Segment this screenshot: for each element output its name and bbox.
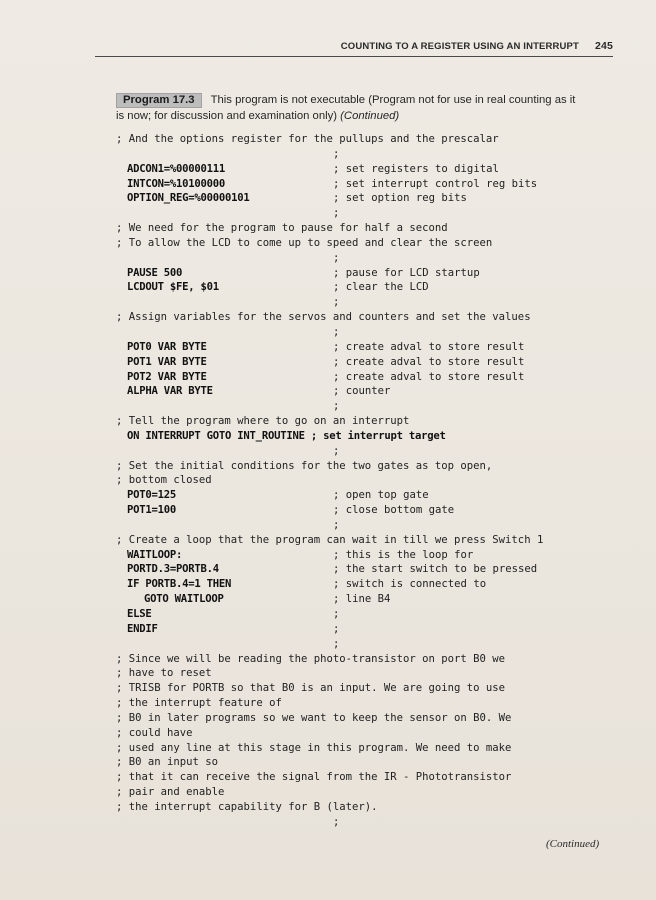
code-line xyxy=(116,147,616,162)
code-line xyxy=(116,577,616,592)
code-comment: ; xyxy=(333,147,340,160)
code-line xyxy=(116,741,616,756)
code-line xyxy=(116,310,616,325)
code-comment: ; Assign variables for the servos and counters and set the values xyxy=(116,311,531,324)
code-line xyxy=(116,503,616,518)
code-comment: ; set registers to digital xyxy=(333,162,499,175)
code-listing xyxy=(116,132,616,830)
code-comment: ; xyxy=(333,400,340,413)
code-line xyxy=(116,770,616,785)
code-line xyxy=(116,177,616,192)
code-comment: ; xyxy=(333,207,340,220)
code-line xyxy=(116,221,616,236)
code-line xyxy=(116,488,616,503)
code-comment: ; xyxy=(333,251,340,264)
code-comment: ; have to reset xyxy=(116,667,212,680)
code-line xyxy=(116,681,616,696)
code-comment: ; that it can receive the signal from the IR - Phototransistor xyxy=(116,771,512,784)
code-statement: INTCON=%10100000 xyxy=(127,177,226,190)
code-line xyxy=(116,384,616,399)
code-line xyxy=(116,473,616,488)
code-statement: GOTO WAITLOOP xyxy=(144,593,224,606)
code-comment: ; set interrupt control reg bits xyxy=(333,177,538,190)
code-line xyxy=(116,236,616,251)
page-number: 245 xyxy=(595,40,613,52)
code-line xyxy=(116,340,616,355)
code-comment: ; close bottom gate xyxy=(333,504,455,517)
code-line xyxy=(116,637,616,652)
code-comment: ; Since we will be reading the photo-transistor on port B0 we xyxy=(116,652,506,665)
program-label: Program 17.3 xyxy=(116,93,202,108)
code-comment: ; set option reg bits xyxy=(333,192,467,205)
caption-heading: This program is not executable xyxy=(210,94,366,106)
code-comment: ; xyxy=(333,518,340,531)
code-line xyxy=(116,266,616,281)
caption-detail: (Program not for use in real counting as it is now; for discussion and examination only) xyxy=(116,94,576,122)
code-comment: ; xyxy=(333,815,340,828)
code-comment: ; We need for the program to pause for half a second xyxy=(116,222,448,235)
code-comment: ; counter xyxy=(333,385,391,398)
code-line xyxy=(116,607,616,622)
code-statement: ALPHA VAR BYTE xyxy=(127,385,213,398)
code-statement: ENDIF xyxy=(127,622,158,635)
code-comment: ; the interrupt capability for B (later). xyxy=(116,800,378,813)
code-comment: ; B0 an input so xyxy=(116,756,219,769)
code-line xyxy=(116,429,616,444)
code-comment: ; create adval to store result xyxy=(333,370,525,383)
continued-footer: (Continued) xyxy=(546,838,600,850)
program-caption xyxy=(116,93,586,124)
code-comment: ; line B4 xyxy=(333,593,391,606)
code-comment: ; the interrupt feature of xyxy=(116,697,282,710)
code-comment: ; open top gate xyxy=(333,489,429,502)
code-comment: ; xyxy=(333,608,340,620)
code-line xyxy=(116,622,616,637)
code-statement: WAITLOOP: xyxy=(127,548,183,561)
code-comment: ; xyxy=(333,444,340,457)
code-comment: ; switch is connected to xyxy=(333,578,487,591)
code-line xyxy=(116,711,616,726)
code-line xyxy=(116,815,616,830)
code-line xyxy=(116,666,616,681)
code-comment: ; the start switch to be pressed xyxy=(333,563,538,576)
code-comment: ; create adval to store result xyxy=(333,340,525,353)
code-line xyxy=(116,355,616,370)
code-statement: LCDOUT $FE, $01 xyxy=(127,281,219,294)
code-line xyxy=(116,280,616,295)
code-statement: POT1 VAR BYTE xyxy=(127,355,207,368)
code-line xyxy=(116,370,616,385)
code-comment: ; xyxy=(333,637,340,650)
code-comment: ; xyxy=(333,622,340,635)
code-line xyxy=(116,800,616,815)
code-line xyxy=(116,295,616,310)
code-line xyxy=(116,592,616,607)
code-line xyxy=(116,206,616,221)
code-line xyxy=(116,652,616,667)
code-comment: ; create adval to store result xyxy=(333,355,525,368)
caption-continued: (Continued) xyxy=(340,109,400,122)
code-line xyxy=(116,444,616,459)
code-comment: ; used any line at this stage in this program. We need to make xyxy=(116,741,512,754)
code-statement: ELSE xyxy=(127,608,152,620)
code-line xyxy=(116,459,616,474)
code-comment: ; this is the loop for xyxy=(333,548,474,561)
code-comment: ; Set the initial conditions for the two gates as top open, xyxy=(116,459,493,472)
running-title: COUNTING TO A REGISTER USING AN INTERRUPT xyxy=(340,41,580,52)
code-statement: PAUSE 500 xyxy=(127,266,183,279)
code-comment: ; clear the LCD xyxy=(333,281,429,294)
code-comment: ; xyxy=(333,296,340,309)
code-line xyxy=(116,132,616,147)
code-line xyxy=(116,191,616,206)
code-statement: POT0 VAR BYTE xyxy=(127,340,207,353)
code-line xyxy=(116,562,616,577)
code-comment: ; TRISB for PORTB so that B0 is an input. We are going to use xyxy=(116,682,506,695)
code-line xyxy=(116,548,616,563)
code-comment: ; And the options register for the pullups and the prescalar xyxy=(116,133,499,145)
code-comment: ; B0 in later programs so we want to keep the sensor on B0. We xyxy=(116,711,512,724)
code-line xyxy=(116,726,616,741)
code-line xyxy=(116,325,616,340)
code-comment: ; pause for LCD startup xyxy=(333,266,480,279)
code-statement: PORTD.3=PORTB.4 xyxy=(127,563,219,576)
code-statement: ADCON1=%00000111 xyxy=(127,162,226,175)
code-line xyxy=(116,533,616,548)
running-header xyxy=(95,40,613,57)
code-comment: ; Create a loop that the program can wait in till we press Switch 1 xyxy=(116,533,544,546)
code-statement: OPTION_REG=%00000101 xyxy=(127,192,250,205)
code-line xyxy=(116,755,616,770)
code-line xyxy=(116,251,616,266)
code-line xyxy=(116,399,616,414)
code-comment: ; bottom closed xyxy=(116,474,212,487)
code-line xyxy=(116,518,616,533)
code-statement: POT1=100 xyxy=(127,504,177,517)
code-line xyxy=(116,414,616,429)
code-line xyxy=(116,785,616,800)
code-comment: ; xyxy=(333,325,340,338)
code-line xyxy=(116,162,616,177)
code-statement: ON INTERRUPT GOTO INT_ROUTINE ; set interrupt target xyxy=(127,429,446,442)
code-comment: ; Tell the program where to go on an interrupt xyxy=(116,415,410,428)
code-comment: ; To allow the LCD to come up to speed and clear the screen xyxy=(116,236,493,249)
code-comment: ; pair and enable xyxy=(116,786,225,799)
code-statement: POT0=125 xyxy=(127,489,177,502)
code-line xyxy=(116,696,616,711)
code-statement: POT2 VAR BYTE xyxy=(127,370,207,383)
code-statement: IF PORTB.4=1 THEN xyxy=(127,578,232,591)
code-comment: ; could have xyxy=(116,726,193,739)
